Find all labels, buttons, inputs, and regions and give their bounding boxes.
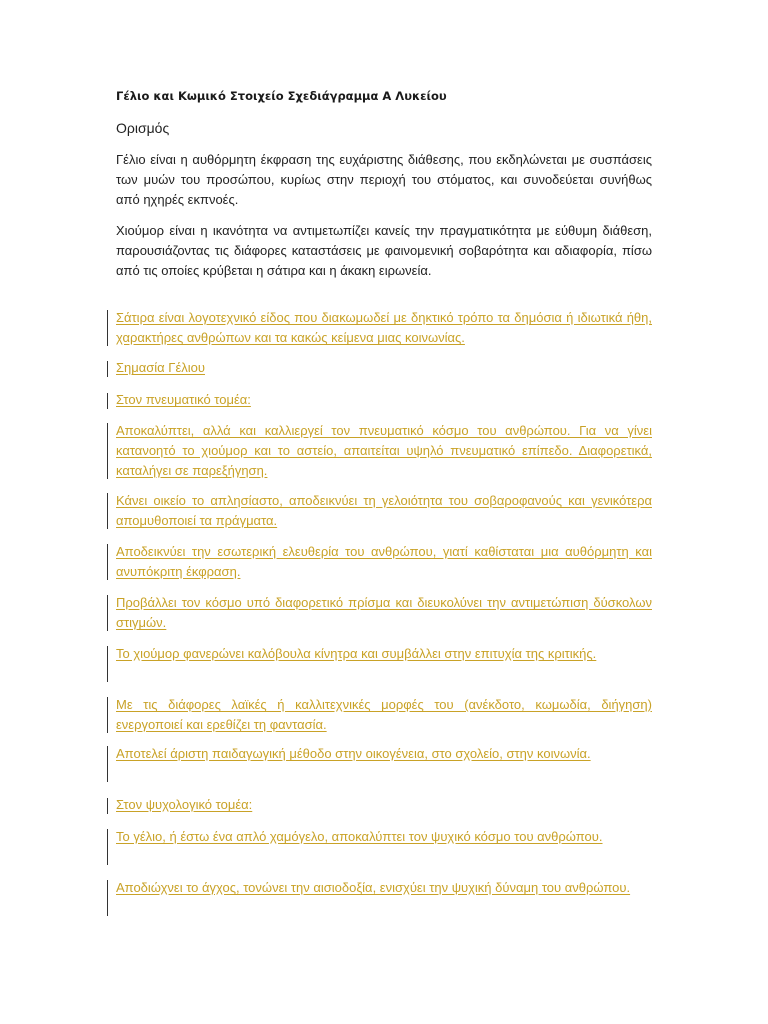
change-bar [107, 646, 108, 682]
change-bar [107, 746, 108, 782]
tracked-paragraph-familiar: Κάνει οικείο το απλησίαστο, αποδεικνύει τη γελοιότητα του σοβαροφανούς και γενικότερα απομυθοποιεί τα πράγματα. [116, 493, 652, 528]
change-bar [107, 829, 108, 865]
tracked-paragraph-imagination: Με τις διάφορες λαϊκές ή καλλιτεχνικές μορφές του (ανέκδοτο, κωμωδία, διήγηση) ενεργοποιεί και ερεθίζει τη φαντασία. [116, 697, 652, 732]
definition-laughter: Γέλιο είναι η αυθόρμητη έκφραση της ευχάριστης διάθεσης, που εκδηλώνεται με συσπάσεις των μυών του προσώπου, κυρίως στην περιοχή του στόματος, και συνοδεύεται συνήθως από ηχηρές εκπνοές. [116, 152, 652, 207]
tracked-paragraph-reveals: Αποκαλύπτει, αλλά και καλλιεργεί τον πνευματικό κόσμο του ανθρώπου. Για να γίνει κατανοητό το χιούμορ και το αστείο, απαιτείται υψηλό πνευματικό επίπεδο. Διαφορετικά, καταλήγει σε παρεξήγηση. [116, 423, 652, 478]
change-bar [107, 798, 108, 814]
change-bar [107, 393, 108, 409]
tracked-paragraph-freedom: Αποδεικνύει την εσωτερική ελευθερία του ανθρώπου, γιατί καθίσταται μια αυθόρμητη και ανυπόκριτη έκφραση. [116, 544, 652, 579]
change-bar [107, 423, 108, 479]
change-bar [107, 361, 108, 377]
tracked-heading-importance: Σημασία Γέλιου [116, 360, 205, 375]
change-bar [107, 493, 108, 529]
tracked-subheading-psychological: Στον ψυχολογικό τομέα: [116, 797, 253, 812]
tracked-paragraph-motives: Το χιούμορ φανερώνει καλόβουλα κίνητρα και συμβάλλει στην επιτυχία της κριτικής. [116, 646, 597, 661]
tracked-paragraph-pedagogy: Αποτελεί άριστη παιδαγωγική μέθοδο στην οικογένεια, στο σχολείο, στην κοινωνία. [116, 746, 591, 761]
tracked-paragraph-smile: Το γέλιο, ή έστω ένα απλό χαμόγελο, αποκαλύπτει τον ψυχικό κόσμο του ανθρώπου. [116, 829, 603, 844]
tracked-paragraph-anxiety: Αποδιώχνει το άγχος, τονώνει την αισιοδοξία, ενισχύει την ψυχική δύναμη του ανθρώπου. [116, 880, 631, 895]
section-heading: Ορισμός [116, 120, 170, 136]
change-bar [107, 697, 108, 733]
definition-humor: Χιούμορ είναι η ικανότητα να αντιμετωπίζει κανείς την πραγματικότητα με εύθυμη διάθεση, παρουσιάζοντας τις διάφορες καταστάσεις με φαινομενική σοβαρότητα και αδιαφορία, πίσω από τις οποίες κρύβεται η σάτιρα και η άκακη ειρωνεία. [116, 223, 652, 278]
tracked-subheading-spiritual: Στον πνευματικό τομέα: [116, 392, 251, 407]
change-bar [107, 544, 108, 580]
change-bar [107, 595, 108, 631]
document-title: Γέλιο και Κωμικό Στοιχείο Σχεδιάγραμμα Α Λυκείου [116, 89, 447, 103]
change-bar [107, 880, 108, 916]
change-bar [107, 310, 108, 346]
tracked-paragraph-prism: Προβάλλει τον κόσμο υπό διαφορετικό πρίσμα και διευκολύνει την αντιμετώπιση δύσκολων στιγμών. [116, 595, 652, 630]
tracked-paragraph-satire: Σάτιρα είναι λογοτεχνικό είδος που διακωμωδεί με δηκτικό τρόπο τα δημόσια ή ιδιωτικά ήθη, χαρακτήρες ανθρώπων και τα κακώς κείμενα μιας κοινωνίας. [116, 310, 652, 345]
